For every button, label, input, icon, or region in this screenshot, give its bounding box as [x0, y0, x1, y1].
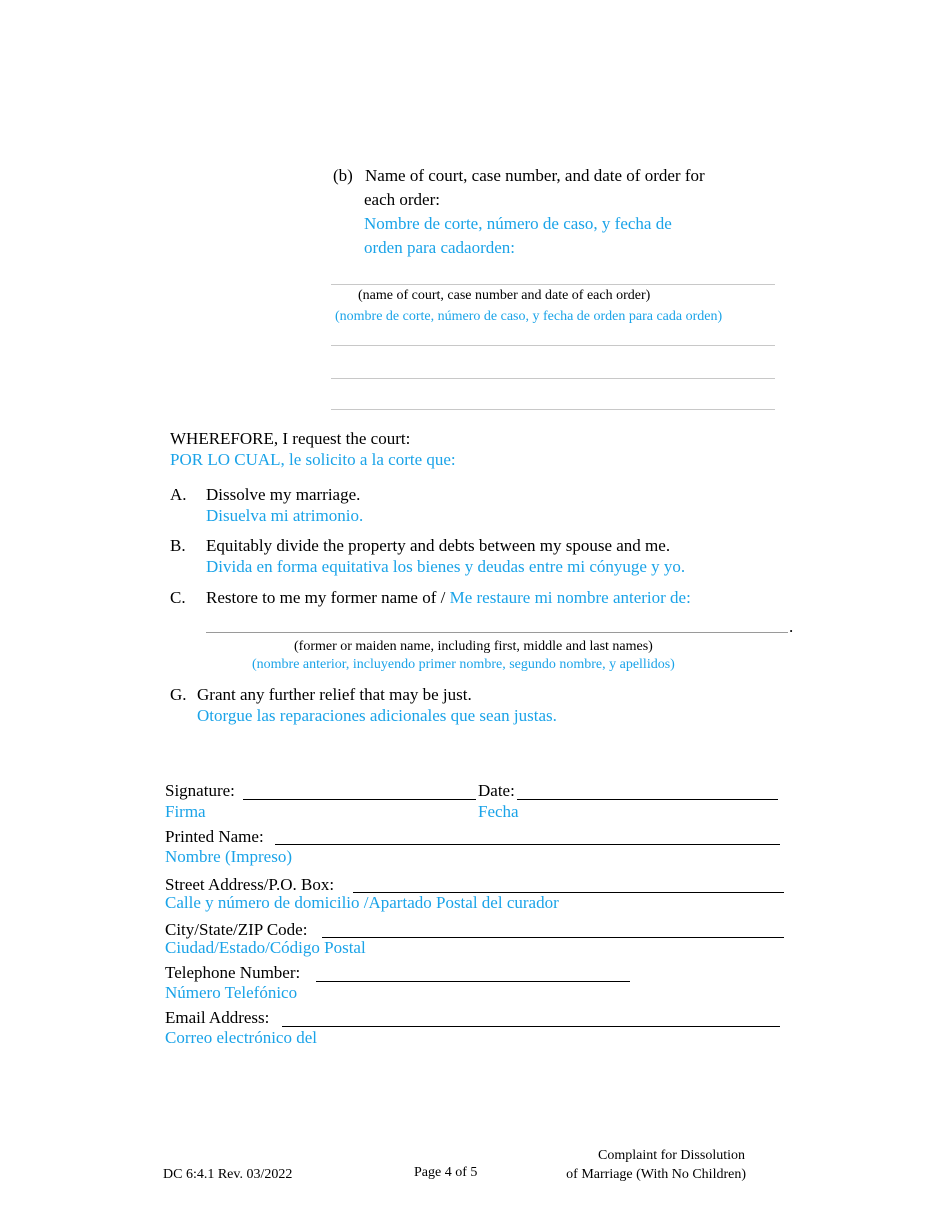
wherefore-en: WHEREFORE, I request the court: [170, 429, 411, 448]
signature-field[interactable] [243, 799, 476, 800]
signature-label-es: Firma [165, 802, 206, 821]
footer-page-number: Page 4 of 5 [414, 1165, 478, 1180]
court-order-caption-es: (nombre de corte, número de caso, y fecha de orden para cada orden) [335, 309, 723, 324]
former-name-caption-en: (former or maiden name, including first, middle and last names) [294, 639, 653, 654]
former-name-period: . [789, 617, 794, 636]
printed-name-field[interactable] [275, 844, 780, 845]
request-c-es: Me restaure mi nombre anterior de: [449, 588, 691, 607]
city-state-zip-label-es: Ciudad/Estado/Código Postal [165, 938, 366, 957]
request-b-en: Equitably divide the property and debts between my spouse and me. [206, 536, 671, 555]
footer-title-line1: Complaint for Dissolution [598, 1148, 745, 1163]
request-b-es: Divida en forma equitativa los bienes y deudas entre mi cónyuge y yo. [206, 557, 686, 576]
section-b-marker: (b) [333, 166, 353, 185]
request-g-en: Grant any further relief that may be just. [197, 685, 472, 704]
request-c-en: Restore to me my former name of / [206, 588, 450, 607]
court-order-caption-en: (name of court, case number and date of each order) [358, 288, 651, 303]
city-state-zip-label: City/State/ZIP Code: [165, 920, 308, 939]
section-b-en-line1: Name of court, case number, and date of order for [365, 166, 705, 185]
request-g-es: Otorgue las reparaciones adicionales que sean justas. [197, 706, 557, 725]
email-label: Email Address: [165, 1008, 270, 1027]
court-order-line-3[interactable] [331, 378, 775, 379]
request-g-letter: G. [170, 685, 187, 704]
wherefore-es: POR LO CUAL, le solicito a la corte que: [170, 450, 456, 469]
request-c-letter: C. [170, 588, 186, 607]
section-b-es-line2: orden para cadaorden: [364, 238, 516, 257]
telephone-field[interactable] [316, 981, 630, 982]
former-name-line[interactable] [206, 632, 788, 633]
telephone-label-es: Número Telefónico [165, 983, 298, 1002]
email-field[interactable] [282, 1026, 780, 1027]
footer-form-id: DC 6:4.1 Rev. 03/2022 [163, 1167, 293, 1182]
footer-title-line2: of Marriage (With No Children) [566, 1167, 746, 1182]
street-address-label: Street Address/P.O. Box: [165, 875, 335, 894]
request-a-en: Dissolve my marriage. [206, 485, 361, 504]
court-order-line-1[interactable] [331, 284, 775, 285]
section-b-en-line2: each order: [364, 190, 440, 209]
court-order-line-4[interactable] [331, 409, 775, 410]
city-state-zip-field[interactable] [322, 937, 784, 938]
request-c-text [206, 588, 691, 608]
telephone-label: Telephone Number: [165, 963, 301, 982]
date-label: Date: [478, 781, 515, 800]
street-address-label-es: Calle y número de domicilio /Apartado Postal del curador [165, 893, 559, 912]
signature-label: Signature: [165, 781, 235, 800]
date-label-es: Fecha [478, 802, 519, 821]
former-name-caption-es: (nombre anterior, incluyendo primer nombre, segundo nombre, y apellidos) [252, 657, 675, 672]
court-order-line-2[interactable] [331, 345, 775, 346]
request-b-letter: B. [170, 536, 186, 555]
request-a-letter: A. [170, 485, 187, 504]
section-b-es-line1: Nombre de corte, número de caso, y fecha de [364, 214, 672, 233]
request-a-es: Disuelva mi atrimonio. [206, 506, 364, 525]
printed-name-label-es: Nombre (Impreso) [165, 847, 292, 866]
email-label-es: Correo electrónico del [165, 1028, 317, 1047]
printed-name-label: Printed Name: [165, 827, 264, 846]
date-field[interactable] [517, 799, 778, 800]
